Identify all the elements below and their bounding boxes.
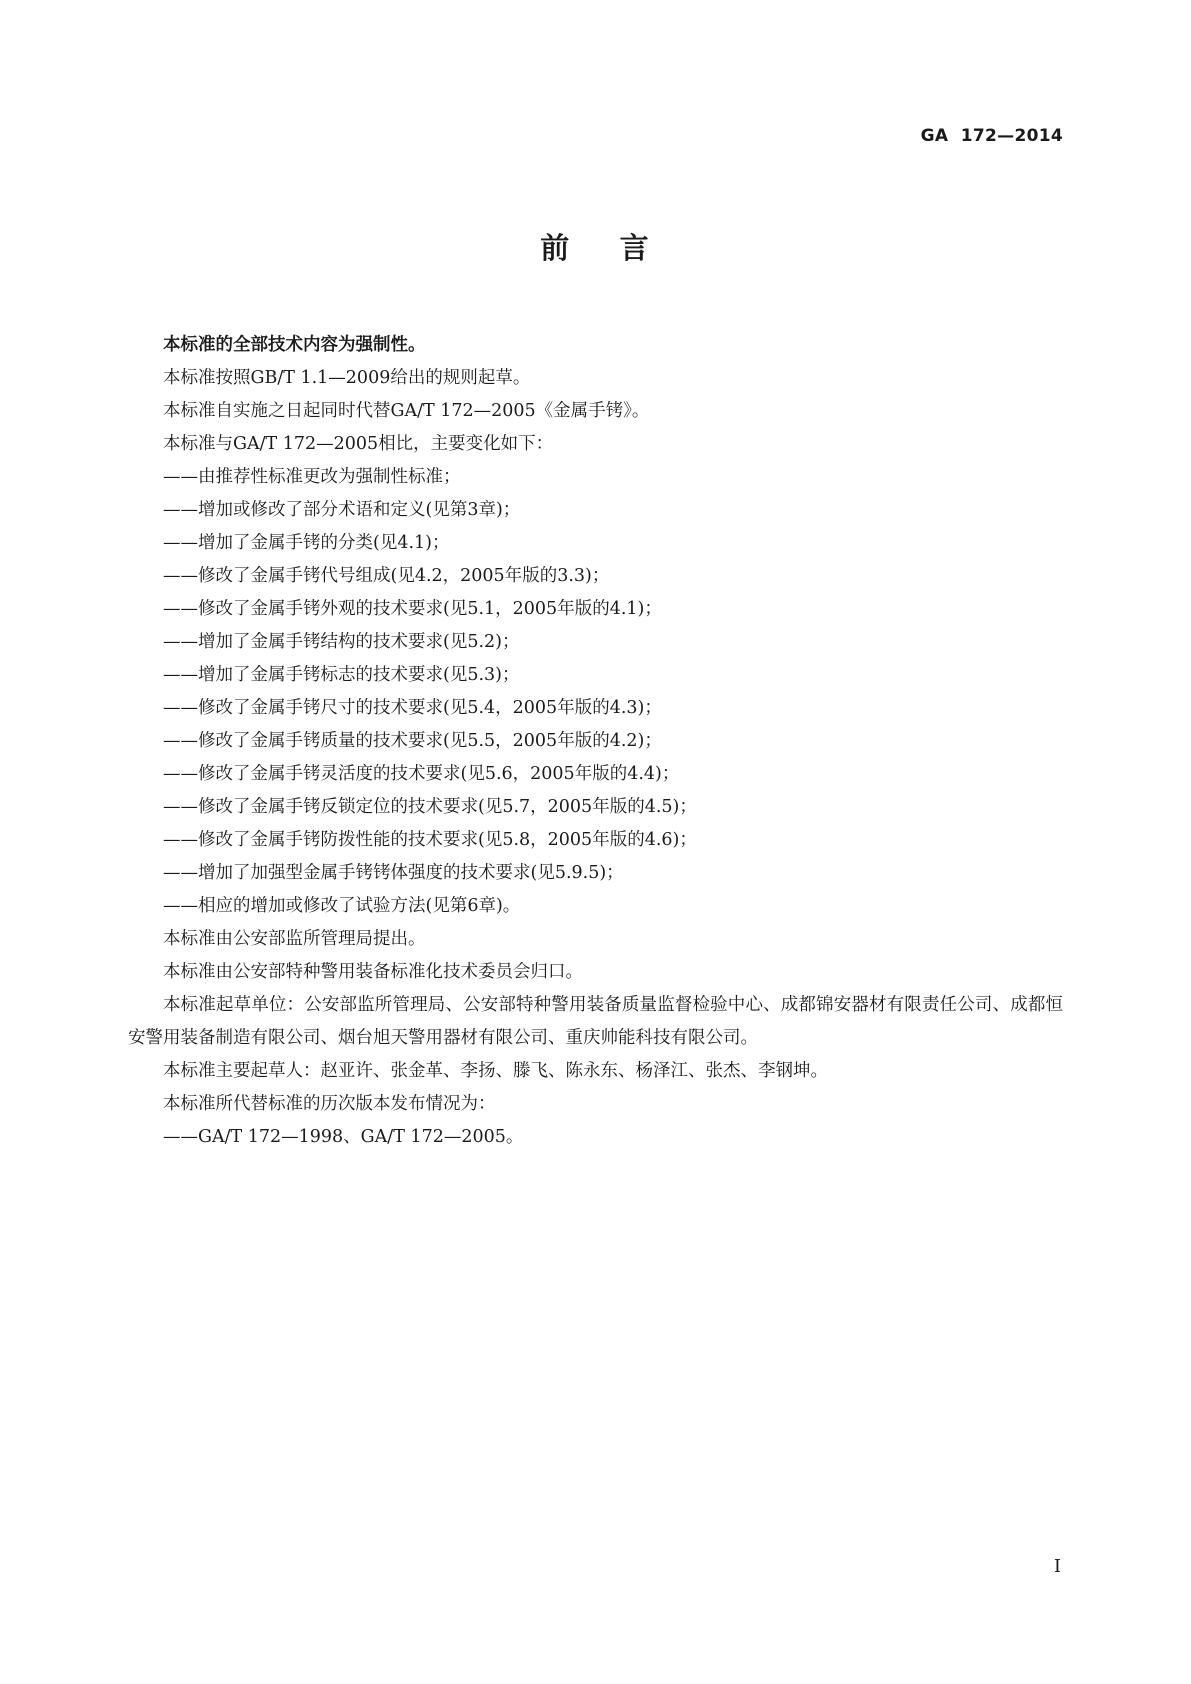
- list-item: ——增加了金属手铐结构的技术要求(见5.2)；: [163, 632, 520, 652]
- mandatory-statement: 本标准的全部技术内容为强制性。: [163, 335, 426, 355]
- list-item: ——修改了金属手铐尺寸的技术要求(见5.4，2005年版的4.3)；: [163, 698, 662, 718]
- list-item: ——由推荐性标准更改为强制性标准；: [163, 467, 461, 487]
- list-item: ——增加了金属手铐标志的技术要求(见5.3)；: [163, 665, 520, 685]
- list-item: ——修改了金属手铐代号组成(见4.2，2005年版的3.3)；: [163, 566, 610, 586]
- list-item: ——增加了金属手铐的分类(见4.1)；: [163, 533, 450, 553]
- list-item: ——修改了金属手铐外观的技术要求(见5.1，2005年版的4.1)；: [163, 599, 662, 619]
- list-item: ——增加了加强型金属手铐铐体强度的技术要求(见5.9.5)；: [163, 863, 624, 883]
- page-title: 前 言: [540, 231, 651, 265]
- history-intro-paragraph: 本标准所代替标准的历次版本发布情况为：: [163, 1094, 496, 1114]
- proposer-paragraph: 本标准由公安部监所管理局提出。: [163, 929, 426, 949]
- list-item: ——相应的增加或修改了试验方法(见第6章)。: [163, 896, 521, 916]
- standard-code: GA 172—2014: [920, 126, 1063, 146]
- list-item: ——增加或修改了部分术语和定义(见第3章)；: [163, 500, 521, 520]
- technical-committee-paragraph: 本标准由公安部特种警用装备标准化技术委员会归口。: [163, 962, 583, 982]
- drafting-rules-paragraph: 本标准按照GB/T 1.1—2009给出的规则起草。: [163, 368, 531, 388]
- list-item: ——修改了金属手铐反锁定位的技术要求(见5.7，2005年版的4.5)；: [163, 797, 697, 817]
- list-item: ——GA/T 172—1998、GA/T 172—2005。: [163, 1127, 524, 1147]
- changes-intro-paragraph: 本标准与GA/T 172—2005相比，主要变化如下：: [163, 434, 554, 454]
- list-item: ——修改了金属手铐质量的技术要求(见5.5，2005年版的4.2)；: [163, 731, 662, 751]
- replacement-paragraph: 本标准自实施之日起同时代替GA/T 172—2005《金属手铐》。: [163, 401, 650, 421]
- list-item: ——修改了金属手铐防拨性能的技术要求(见5.8，2005年版的4.6)；: [163, 830, 697, 850]
- drafters-paragraph: 本标准主要起草人：赵亚许、张金革、李扬、滕飞、陈永东、杨泽江、张杰、李钢坤。: [163, 1061, 828, 1081]
- list-item: ——修改了金属手铐灵活度的技术要求(见5.6，2005年版的4.4)；: [163, 764, 680, 784]
- changes-list: [128, 461, 1063, 923]
- history-list: [128, 1121, 1063, 1154]
- preface-body: [128, 329, 1063, 1154]
- drafting-units-paragraph: 本标准起草单位：公安部监所管理局、公安部特种警用装备质量监督检验中心、成都锦安器材有限责任公司、成都恒安警用装备制造有限公司、烟台旭天警用器材有限公司、重庆帅能科技有限公司。: [128, 995, 1063, 1048]
- page-number: I: [1053, 1556, 1061, 1577]
